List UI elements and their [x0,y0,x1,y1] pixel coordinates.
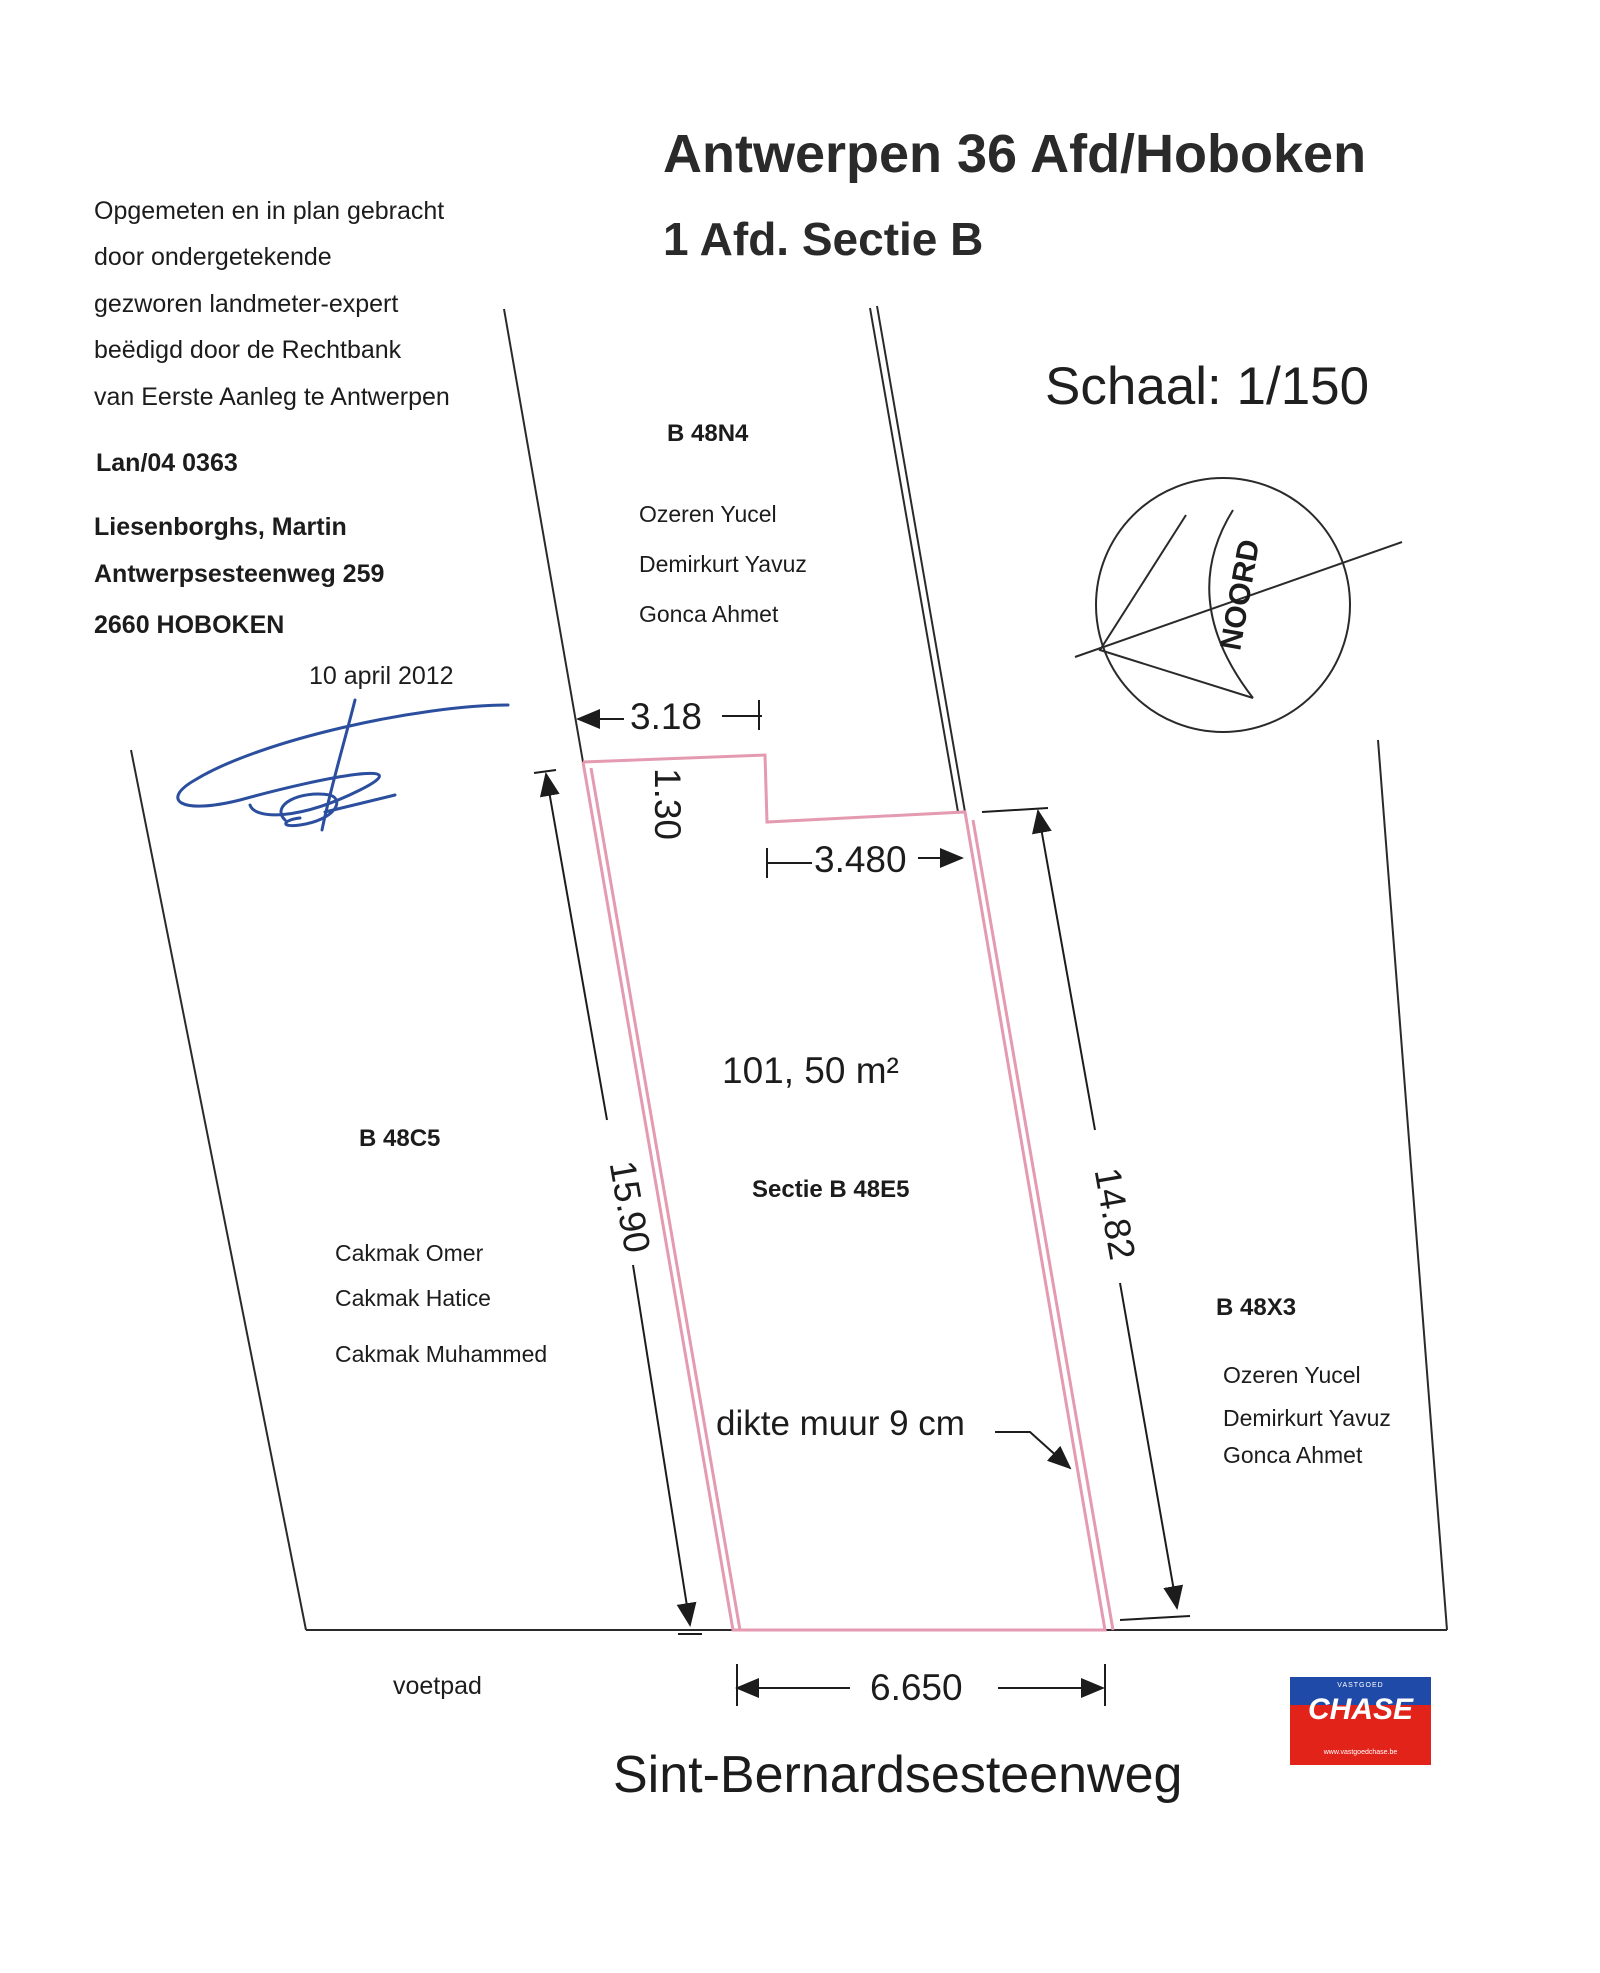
wall-note-leader [995,1432,1070,1468]
north-label: NOORD [1214,537,1267,653]
parcel-north-id: B 48N4 [667,420,749,447]
scale-label: Schaal: 1/150 [1045,357,1370,416]
parcel-north-owner: Ozeren Yucel [639,501,777,527]
parcel-west-id: B 48C5 [359,1125,441,1152]
dim-line-15-90-top [546,774,607,1120]
surveyor-name: Liesenborghs, Martin [94,513,347,541]
signature-mark [178,700,508,830]
wall-inner-line-right [973,820,1113,1630]
page-title: Antwerpen 36 Afd/Hoboken [663,124,1367,184]
dim-tick-15-90-top [534,770,556,773]
dim-label-1-30: 1.30 [647,768,688,841]
dim-label-6-650: 6.650 [870,1667,963,1708]
parcel-east-owner: Ozeren Yucel [1223,1362,1361,1388]
surveyor-line-4: beëdigd door de Rechtbank [94,336,402,364]
survey-date: 10 april 2012 [309,662,454,690]
parcel-east-owner: Gonca Ahmet [1223,1442,1363,1468]
chase-logo [1290,1677,1431,1765]
dim-line-15-90-bottom [633,1265,690,1625]
surveyor-line-1: Opgemeten en in plan gebracht [94,197,445,225]
dim-label-14-82: 14.82 [1086,1164,1144,1263]
surveyor-line-2: door ondergetekende [94,243,332,271]
dim-line-14-82-bottom [1120,1283,1177,1608]
wall-thickness-note: dikte muur 9 cm [716,1404,965,1443]
logo-brand: CHASE [1307,1693,1413,1726]
parcel-west-owner: Cakmak Omer [335,1240,484,1266]
dim-label-3-480: 3.480 [814,839,907,880]
surveyor-line-5: van Eerste Aanleg te Antwerpen [94,383,450,411]
surveyor-city: 2660 HOBOKEN [94,611,285,639]
parcel-east-owner: Demirkurt Yavuz [1223,1405,1391,1431]
boundary-line-north-mid [870,308,958,812]
page-subtitle: 1 Afd. Sectie B [663,213,984,265]
subject-parcel-id: Sectie B 48E5 [752,1176,910,1203]
parcel-west-owner: Cakmak Hatice [335,1285,491,1311]
dim-label-3-18: 3.18 [630,696,703,737]
parcel-north-owner: Demirkurt Yavuz [639,551,807,577]
boundary-line-east [1378,740,1447,1630]
boundary-line-north-left [504,309,583,762]
boundary-line-north-mid-2 [877,306,965,812]
surveyor-street: Antwerpsesteenweg 259 [94,560,385,588]
parcel-west-owner: Cakmak Muhammed [335,1341,548,1367]
street-name: Sint-Bernardsesteenweg [613,1746,1183,1804]
surveyor-line-3: gezworen landmeter-expert [94,290,399,318]
surveyor-reference: Lan/04 0363 [96,449,238,477]
parcel-north-owner: Gonca Ahmet [639,601,779,627]
dim-tick-14-82-bottom [1120,1616,1190,1620]
logo-top-text: VASTGOED [1337,1682,1384,1689]
subject-parcel-area: 101, 50 m² [722,1050,899,1091]
dim-line-14-82-top [1038,811,1095,1130]
boundary-line-west [131,750,306,1630]
sidewalk-label: voetpad [393,1672,482,1700]
parcel-east-id: B 48X3 [1216,1294,1297,1321]
logo-url: www.vastgoedchase.be [1323,1749,1398,1756]
dim-label-15-90: 15.90 [601,1157,659,1256]
